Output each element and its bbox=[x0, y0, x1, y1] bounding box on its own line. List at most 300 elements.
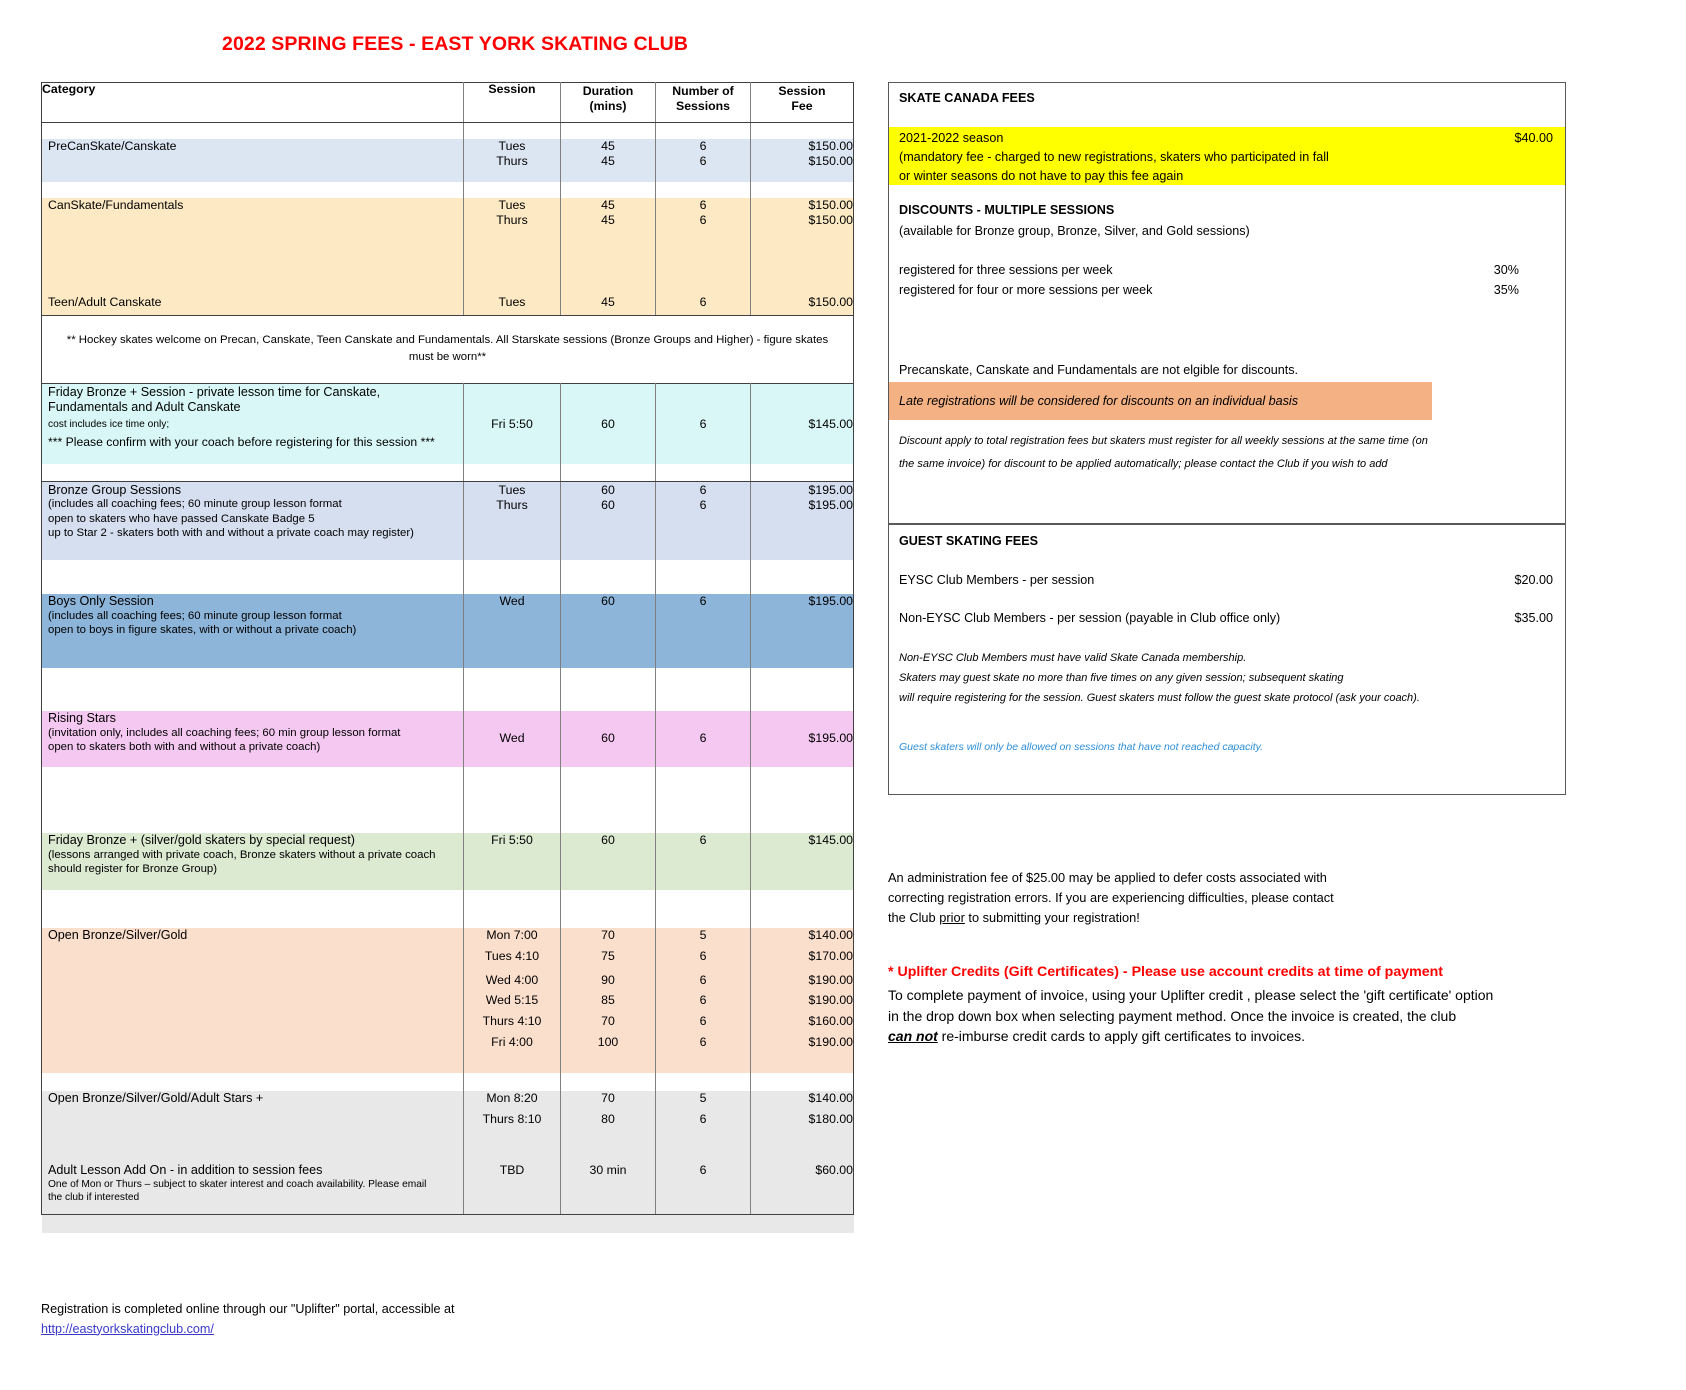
row-category bbox=[42, 384, 464, 464]
table-header-row bbox=[42, 83, 854, 123]
row-sessions bbox=[464, 928, 561, 1073]
category-subline: up to Star 2 - skaters both with and without a private coach may register) bbox=[48, 526, 414, 539]
table-row bbox=[42, 711, 854, 767]
header-duration-line1: Duration bbox=[582, 83, 634, 98]
row-durations bbox=[561, 139, 656, 182]
category-title: CanSkate/Fundamentals bbox=[48, 198, 184, 212]
row-fees bbox=[751, 482, 854, 560]
count-value: 6 bbox=[699, 497, 707, 512]
hockey-skates-note-row bbox=[42, 316, 854, 384]
row-fees bbox=[751, 594, 854, 668]
category-subline: (includes all coaching fees; 60 minute group lesson format bbox=[48, 609, 342, 622]
spacer-cell bbox=[464, 258, 561, 295]
season-note-line2: or winter seasons do not have to pay this fee again bbox=[899, 169, 1184, 183]
fee-value: $180.00 bbox=[808, 1111, 853, 1126]
duration-value: 45 bbox=[601, 295, 615, 309]
session-value: Tues 4:10 bbox=[484, 948, 540, 963]
guest-fee-label: Non-EYSC Club Members - per session (payable in Club office only) bbox=[899, 611, 1281, 625]
row-durations bbox=[561, 482, 656, 560]
count-value: 6 bbox=[699, 731, 707, 746]
table-row bbox=[42, 384, 854, 464]
hockey-skates-note bbox=[42, 316, 854, 384]
count-value: 6 bbox=[699, 295, 707, 309]
category-subline: (includes all coaching fees; 60 minute group lesson format bbox=[48, 498, 342, 511]
category-title: Rising Stars bbox=[48, 711, 116, 725]
spacer-cell bbox=[751, 1073, 854, 1091]
category-title: Friday Bronze + (silver/gold skaters by special request) bbox=[48, 833, 355, 847]
capacity-note: Guest skaters will only be allowed on sessions that have not reached capacity. bbox=[899, 741, 1264, 753]
row-durations bbox=[561, 295, 656, 316]
count-value: 6 bbox=[699, 416, 707, 431]
session-value: Thurs 8:10 bbox=[482, 1111, 542, 1126]
count-value: 6 bbox=[699, 213, 707, 228]
spacer-row bbox=[42, 258, 854, 295]
category-subline: (lessons arranged with private coach, Bronze skaters without a private coach bbox=[48, 848, 436, 861]
row-sessions bbox=[464, 482, 561, 560]
spacer-cell bbox=[561, 1073, 656, 1091]
header-number-line1: Number of bbox=[672, 83, 734, 98]
category-title: Adult Lesson Add On - in addition to session fees bbox=[48, 1163, 323, 1177]
count-value: 6 bbox=[699, 993, 707, 1008]
duration-value: 60 bbox=[601, 482, 615, 497]
count-value: 6 bbox=[699, 972, 707, 987]
session-value: Wed bbox=[499, 731, 525, 746]
category-title: Boys Only Session bbox=[48, 594, 154, 608]
category-title: Teen/Adult Canskate bbox=[48, 295, 162, 309]
spacer-cell bbox=[42, 1073, 464, 1091]
row-counts bbox=[656, 384, 751, 464]
spacer-cell bbox=[561, 767, 656, 833]
row-durations bbox=[561, 1091, 656, 1141]
fee-value: $150.00 bbox=[808, 295, 853, 309]
spacer-cell bbox=[42, 890, 464, 928]
fee-table bbox=[41, 82, 854, 1233]
spacer-cell bbox=[656, 560, 751, 594]
spacer-cell bbox=[656, 258, 751, 295]
duration-value: 70 bbox=[601, 928, 615, 942]
duration-value: 60 bbox=[601, 594, 615, 608]
spacer-row bbox=[42, 890, 854, 928]
count-value: 6 bbox=[699, 198, 707, 212]
row-sessions bbox=[464, 594, 561, 668]
spacer-cell bbox=[464, 767, 561, 833]
spacer-cell bbox=[656, 182, 751, 198]
fee-value: $140.00 bbox=[808, 928, 853, 942]
spacer-cell bbox=[656, 668, 751, 711]
row-category bbox=[42, 928, 464, 1073]
row-sessions bbox=[464, 139, 561, 182]
registration-footer bbox=[41, 1300, 455, 1339]
row-category bbox=[42, 1163, 464, 1215]
spacer-cell bbox=[42, 123, 464, 139]
spacer-cell bbox=[464, 123, 561, 139]
row-durations bbox=[561, 1163, 656, 1215]
row-fees bbox=[751, 1163, 854, 1215]
guest-fee-value: $20.00 bbox=[1514, 573, 1553, 587]
spacer-cell bbox=[751, 123, 854, 139]
count-value: 6 bbox=[699, 594, 707, 608]
spacer-cell bbox=[42, 560, 464, 594]
category-subline: cost includes ice time only; bbox=[48, 419, 170, 431]
session-value: TBD bbox=[499, 1163, 525, 1177]
row-sessions bbox=[464, 833, 561, 890]
row-counts bbox=[656, 594, 751, 668]
fine-print-row-1 bbox=[889, 435, 1565, 447]
spacer-cell bbox=[751, 560, 854, 594]
spacer-cell bbox=[751, 182, 854, 198]
discounts-heading-row bbox=[889, 203, 1565, 217]
table-row bbox=[42, 928, 854, 1073]
skate-canada-heading: SKATE CANADA FEES bbox=[899, 91, 1035, 105]
row-category bbox=[42, 711, 464, 767]
season-note-row-2 bbox=[889, 169, 1565, 183]
count-value: 5 bbox=[699, 1091, 707, 1105]
guest-skating-heading: GUEST SKATING FEES bbox=[899, 534, 1039, 548]
spacer-row bbox=[42, 668, 854, 711]
guest-note-row-1 bbox=[889, 652, 1565, 664]
discount-value: 30% bbox=[1493, 263, 1519, 277]
spacer-cell bbox=[751, 668, 854, 711]
guest-skating-fees-box bbox=[888, 524, 1566, 795]
category-subline: should register for Bronze Group) bbox=[48, 863, 218, 875]
header-fee-line2: Fee bbox=[791, 98, 813, 113]
discounts-subtitle: (available for Bronze group, Bronze, Silver, and Gold sessions) bbox=[899, 224, 1250, 238]
season-label: 2021-2022 season bbox=[899, 131, 1004, 145]
row-sessions bbox=[464, 1091, 561, 1141]
category-subline: *** Please confirm with your coach before registering for this session *** bbox=[48, 434, 435, 449]
spacer-row bbox=[42, 560, 854, 594]
spacer-cell bbox=[42, 767, 464, 833]
guest-note-line3: will require registering for the session. Guest skaters must follow the guest skate protocol (ask your coach). bbox=[899, 692, 1420, 704]
guest-heading-row bbox=[889, 534, 1565, 548]
footer-line-1: Registration is completed online through our "Uplifter" portal, accessible at bbox=[41, 1302, 455, 1316]
spacer-cell bbox=[656, 1141, 751, 1163]
spacer-row bbox=[42, 182, 854, 198]
count-value: 6 bbox=[699, 1111, 707, 1126]
spacer-cell bbox=[561, 668, 656, 711]
spacer-cell bbox=[42, 464, 464, 482]
spacer-cell bbox=[656, 890, 751, 928]
row-durations bbox=[561, 594, 656, 668]
row-counts bbox=[656, 928, 751, 1073]
row-counts bbox=[656, 833, 751, 890]
uplifter-portal-link[interactable]: http://eastyorkskatingclub.com/ bbox=[41, 1321, 214, 1336]
session-value: Tues bbox=[498, 295, 526, 309]
season-fee-row bbox=[889, 131, 1565, 145]
category-subline: (invitation only, includes all coaching fees; 60 min group lesson format bbox=[48, 726, 401, 739]
fee-value: $190.00 bbox=[808, 972, 853, 987]
spacer-cell bbox=[42, 1215, 854, 1233]
row-category bbox=[42, 139, 464, 182]
duration-value: 45 bbox=[601, 198, 615, 212]
administration-fee-note bbox=[888, 868, 1334, 927]
session-value: Wed bbox=[499, 594, 525, 608]
count-value: 6 bbox=[699, 139, 707, 153]
row-counts bbox=[656, 295, 751, 316]
session-value: Tues bbox=[498, 198, 526, 212]
category-subline: open to skaters both with and without a private coach) bbox=[48, 741, 321, 753]
row-durations bbox=[561, 384, 656, 464]
not-eligible-row bbox=[889, 363, 1565, 377]
discount-row bbox=[889, 283, 1565, 297]
row-fees bbox=[751, 384, 854, 464]
row-category bbox=[42, 482, 464, 560]
row-sessions bbox=[464, 295, 561, 316]
not-eligible-note: Precanskate, Canskate and Fundamentals are not elgible for discounts. bbox=[899, 363, 1299, 377]
row-category bbox=[42, 295, 464, 316]
session-value: Wed 5:15 bbox=[485, 993, 539, 1008]
uplifter-body-line1: To complete payment of invoice, using your Uplifter credit , please select the 'gift certificate' option bbox=[888, 987, 1494, 1004]
row-counts bbox=[656, 139, 751, 182]
capacity-note-row bbox=[889, 741, 1565, 753]
spacer-cell bbox=[42, 668, 464, 711]
count-value: 6 bbox=[699, 833, 707, 847]
spacer-cell bbox=[464, 1141, 561, 1163]
table-row bbox=[42, 482, 854, 560]
category-subline: open to boys in figure skates, with or without a private coach) bbox=[48, 624, 357, 636]
category-title: Bronze Group Sessions bbox=[48, 482, 182, 497]
fee-value: $195.00 bbox=[808, 594, 853, 608]
row-category bbox=[42, 594, 464, 668]
category-title: PreCanSkate/Canskate bbox=[48, 139, 177, 153]
row-sessions bbox=[464, 711, 561, 767]
row-category bbox=[42, 1091, 464, 1141]
season-note-row-1 bbox=[889, 150, 1565, 164]
row-durations bbox=[561, 711, 656, 767]
season-fee-highlight bbox=[889, 127, 1565, 185]
spacer-cell bbox=[464, 1073, 561, 1091]
category-subline: One of Mon or Thurs – subject to skater interest and coach availability. Please email bbox=[48, 1178, 427, 1190]
spacer-cell bbox=[561, 560, 656, 594]
hockey-note-line1: ** Hockey skates welcome on Precan, Canskate, Teen Canskate and Fundamentals. All Starskate sessions (Bronze Groups and Higher) - figure skates bbox=[66, 334, 829, 346]
duration-value: 100 bbox=[597, 1034, 619, 1049]
skate-canada-fees-box bbox=[888, 82, 1566, 524]
admin-note-line3 bbox=[888, 908, 1334, 928]
row-durations bbox=[561, 928, 656, 1073]
hockey-note-line2: must be worn** bbox=[408, 351, 487, 364]
table-row bbox=[42, 594, 854, 668]
discounts-sub-row bbox=[889, 224, 1565, 238]
session-value: Fri 5:50 bbox=[491, 833, 533, 847]
fee-value: $150.00 bbox=[808, 139, 853, 153]
discount-value: 35% bbox=[1493, 283, 1519, 297]
row-durations bbox=[561, 833, 656, 890]
count-value: 5 bbox=[699, 928, 707, 942]
skate-canada-heading-row bbox=[889, 91, 1565, 105]
duration-value: 45 bbox=[601, 213, 615, 228]
table-row bbox=[42, 1163, 854, 1215]
row-fees bbox=[751, 139, 854, 182]
duration-value: 60 bbox=[601, 416, 615, 431]
admin-note-line1: An administration fee of $25.00 may be applied to defer costs associated with bbox=[888, 870, 1327, 885]
guest-note-line1: Non-EYSC Club Members must have valid Skate Canada membership. bbox=[899, 652, 1247, 664]
fine-print-line1: Discount apply to total registration fees but skaters must register for all weekly sessions at the same time (on bbox=[899, 435, 1428, 447]
category-subline: open to skaters who have passed Canskate Badge 5 bbox=[48, 512, 315, 525]
duration-value: 60 bbox=[601, 731, 615, 746]
header-number-of-sessions bbox=[656, 83, 751, 123]
header-fee-line1: Session bbox=[778, 83, 826, 98]
category-subline: the club if interested bbox=[48, 1191, 140, 1203]
table-row bbox=[42, 1091, 854, 1141]
guest-fee-value: $35.00 bbox=[1514, 611, 1553, 625]
table-row bbox=[42, 295, 854, 316]
discount-row bbox=[889, 263, 1565, 277]
header-duration bbox=[561, 83, 656, 123]
spacer-cell bbox=[464, 668, 561, 711]
count-value: 6 bbox=[699, 948, 707, 963]
guest-fee-row bbox=[889, 611, 1565, 625]
table-row bbox=[42, 139, 854, 182]
duration-value: 45 bbox=[601, 154, 615, 169]
spacer-cell bbox=[42, 258, 464, 295]
session-value: Thurs bbox=[496, 497, 528, 512]
category-title: Friday Bronze + Session - private lesson time for Canskate, bbox=[48, 384, 381, 399]
spacer-cell bbox=[464, 464, 561, 482]
spacer-cell bbox=[656, 464, 751, 482]
row-fees bbox=[751, 711, 854, 767]
fee-value: $195.00 bbox=[808, 497, 853, 512]
session-value: Tues bbox=[498, 139, 526, 153]
row-counts bbox=[656, 482, 751, 560]
row-durations bbox=[561, 198, 656, 258]
fee-value: $195.00 bbox=[808, 731, 853, 746]
spacer-cell bbox=[42, 182, 464, 198]
uplifter-body-line3-post: re-imburse credit cards to apply gift certificates to invoices. bbox=[937, 1028, 1306, 1045]
fee-value: $140.00 bbox=[808, 1091, 853, 1105]
fee-value: $145.00 bbox=[808, 833, 853, 847]
header-duration-line2: (mins) bbox=[589, 98, 627, 113]
header-session-fee bbox=[751, 83, 854, 123]
header-session: Session bbox=[464, 83, 561, 123]
fee-value: $150.00 bbox=[808, 198, 853, 212]
session-value: Thurs bbox=[496, 213, 528, 228]
category-title: Open Bronze/Silver/Gold/Adult Stars + bbox=[48, 1091, 264, 1105]
session-value: Wed 4:00 bbox=[485, 972, 539, 987]
spacer-row bbox=[42, 767, 854, 833]
page-title: 2022 SPRING FEES - EAST YORK SKATING CLUB bbox=[222, 33, 689, 55]
spacer-row bbox=[42, 1215, 854, 1233]
spacer-cell bbox=[464, 560, 561, 594]
row-counts bbox=[656, 711, 751, 767]
fine-print-line2: the same invoice) for discount to be applied automatically; please contact the Club if you wish to add bbox=[899, 458, 1388, 470]
spacer-cell bbox=[751, 1141, 854, 1163]
uplifter-heading: * Uplifter Credits (Gift Certificates) - Please use account credits at time of payment bbox=[888, 964, 1444, 980]
row-counts bbox=[656, 1163, 751, 1215]
row-category bbox=[42, 198, 464, 258]
session-value: Fri 4:00 bbox=[491, 1034, 533, 1049]
guest-note-row-3 bbox=[889, 692, 1565, 704]
admin-note-line3-pre: the Club bbox=[888, 909, 940, 925]
spacer-cell bbox=[561, 182, 656, 198]
spacer-cell bbox=[751, 890, 854, 928]
late-registration-highlight bbox=[889, 382, 1432, 420]
spacer-cell bbox=[751, 258, 854, 295]
spacer-cell bbox=[561, 1141, 656, 1163]
count-value: 6 bbox=[699, 1034, 707, 1049]
row-sessions bbox=[464, 384, 561, 464]
uplifter-credits-block bbox=[888, 962, 1628, 1047]
session-value: Tues bbox=[498, 482, 526, 497]
season-amount: $40.00 bbox=[1514, 131, 1553, 145]
uplifter-body-line2: in the drop down box when selecting payment method. Once the invoice is created, the club bbox=[888, 1007, 1457, 1024]
duration-value: 80 bbox=[601, 1111, 615, 1126]
discount-label: registered for four or more sessions per week bbox=[899, 283, 1153, 297]
admin-note-prior-emphasis: prior bbox=[939, 909, 965, 925]
fee-value: $145.00 bbox=[808, 416, 853, 431]
count-value: 6 bbox=[699, 154, 707, 169]
duration-value: 60 bbox=[601, 497, 615, 512]
duration-value: 45 bbox=[601, 139, 615, 153]
late-registration-row bbox=[889, 394, 1432, 408]
guest-fee-label: EYSC Club Members - per session bbox=[899, 573, 1095, 587]
spacer-cell bbox=[656, 123, 751, 139]
spacer-row bbox=[42, 123, 854, 139]
row-counts bbox=[656, 1091, 751, 1141]
row-fees bbox=[751, 295, 854, 316]
row-sessions bbox=[464, 198, 561, 258]
admin-note-line2: correcting registration errors. If you are experiencing difficulties, please contact bbox=[888, 889, 1334, 905]
spacer-cell bbox=[561, 123, 656, 139]
category-title: Open Bronze/Silver/Gold bbox=[48, 928, 188, 942]
header-number-line2: Sessions bbox=[676, 98, 730, 113]
session-value: Mon 8:20 bbox=[486, 1091, 538, 1105]
spacer-cell bbox=[464, 890, 561, 928]
spacer-cell bbox=[561, 258, 656, 295]
duration-value: 70 bbox=[601, 1014, 615, 1029]
spacer-cell bbox=[751, 767, 854, 833]
fee-value: $190.00 bbox=[808, 1034, 853, 1049]
row-fees bbox=[751, 198, 854, 258]
season-note-line1: (mandatory fee - charged to new registrations, skaters who participated in fall bbox=[899, 150, 1329, 164]
fee-value: $60.00 bbox=[815, 1163, 853, 1177]
row-fees bbox=[751, 1091, 854, 1141]
count-value: 6 bbox=[699, 1014, 707, 1029]
guest-note-line2: Skaters may guest skate no more than five times on any given session; subsequent skating bbox=[899, 672, 1344, 684]
header-category: Category bbox=[42, 83, 464, 123]
spacer-row bbox=[42, 464, 854, 482]
spacer-cell bbox=[751, 464, 854, 482]
row-sessions bbox=[464, 1163, 561, 1215]
session-value: Thurs bbox=[496, 154, 528, 169]
fee-value: $170.00 bbox=[808, 948, 853, 963]
duration-value: 30 min bbox=[589, 1163, 627, 1177]
spacer-row bbox=[42, 1073, 854, 1091]
admin-note-line3-post: to submitting your registration! bbox=[964, 909, 1140, 925]
duration-value: 90 bbox=[601, 972, 615, 987]
guest-note-row-2 bbox=[889, 672, 1565, 684]
discount-label: registered for three sessions per week bbox=[899, 263, 1113, 277]
count-value: 6 bbox=[699, 1163, 707, 1177]
duration-value: 60 bbox=[601, 833, 615, 847]
session-value: Fri 5:50 bbox=[491, 416, 533, 431]
guest-fee-row bbox=[889, 573, 1565, 587]
row-counts bbox=[656, 198, 751, 258]
spacer-cell bbox=[42, 1141, 464, 1163]
session-value: Thurs 4:10 bbox=[482, 1014, 542, 1029]
spacer-cell bbox=[464, 182, 561, 198]
spacer-cell bbox=[656, 767, 751, 833]
session-value: Mon 7:00 bbox=[486, 928, 538, 942]
row-category bbox=[42, 833, 464, 890]
duration-value: 70 bbox=[601, 1091, 615, 1105]
spacer-cell bbox=[561, 464, 656, 482]
spacer-cell bbox=[656, 1073, 751, 1091]
count-value: 6 bbox=[699, 482, 707, 497]
spacer-row bbox=[42, 1141, 854, 1163]
fee-value: $195.00 bbox=[808, 482, 853, 497]
duration-value: 85 bbox=[601, 993, 615, 1008]
discounts-heading: DISCOUNTS - MULTIPLE SESSIONS bbox=[899, 203, 1115, 217]
